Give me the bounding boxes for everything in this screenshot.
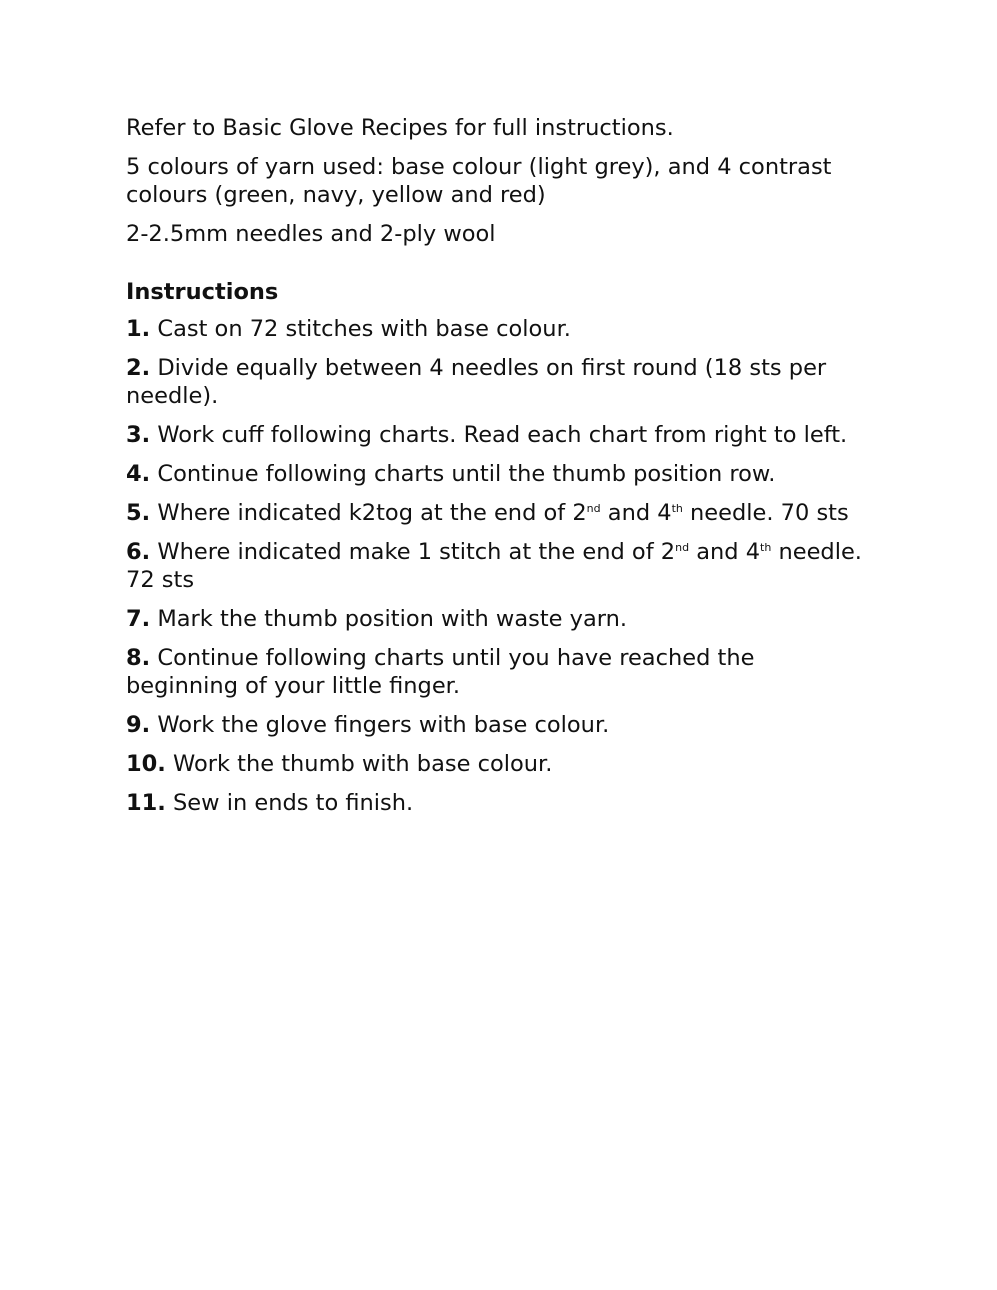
intro-yarn-colours: 5 colours of yarn used: base colour (light grey), and 4 contrast colours (green, navy, yellow and red) [126,154,832,208]
step-number: 2. [126,355,151,381]
step-text: Divide equally between 4 needles on first round (18 sts per needle). [126,355,827,409]
intro-needles: 2-2.5mm needles and 2-ply wool [126,221,496,247]
step-4 [126,460,871,488]
step-text: Work cuff following charts. Read each chart from right to left. [157,422,848,448]
step-7 [126,605,871,633]
step-text: needle. 70 sts [682,500,849,526]
step-6 [126,538,871,594]
step-number: 7. [126,606,151,632]
step-text: Continue following charts until you have reached the beginning of your little finger. [126,645,755,699]
step-1 [126,315,871,343]
step-text: Work the glove fingers with base colour. [157,712,610,738]
document-body [126,114,871,828]
instructions-heading: Instructions [126,279,279,305]
step-9 [126,711,871,739]
step-text: and 4 [689,539,761,565]
intro-reference: Refer to Basic Glove Recipes for full instructions. [126,115,674,141]
step-number: 11. [126,790,166,816]
ordinal-suffix: th [671,501,683,515]
step-text: Work the thumb with base colour. [173,751,553,777]
step-text: and 4 [600,500,672,526]
step-text: Mark the thumb position with waste yarn. [157,606,628,632]
ordinal-suffix: nd [586,501,601,515]
step-5 [126,499,871,527]
step-11 [126,789,871,817]
step-number: 9. [126,712,151,738]
step-text: Where indicated k2tog at the end of 2 [157,500,587,526]
step-number: 4. [126,461,151,487]
step-3 [126,421,871,449]
step-number: 5. [126,500,151,526]
step-number: 10. [126,751,166,777]
step-number: 8. [126,645,151,671]
step-number: 3. [126,422,151,448]
ordinal-suffix: nd [675,540,690,554]
step-number: 6. [126,539,151,565]
step-8 [126,644,871,700]
step-text: Continue following charts until the thumb position row. [157,461,776,487]
step-number: 1. [126,316,151,342]
step-text: Sew in ends to finish. [173,790,414,816]
step-2 [126,354,871,410]
step-10 [126,750,871,778]
step-text: Cast on 72 stitches with base colour. [157,316,571,342]
step-text: Where indicated make 1 stitch at the end of 2 [157,539,676,565]
ordinal-suffix: th [760,540,772,554]
step-text: needle. 72 sts [126,539,862,593]
